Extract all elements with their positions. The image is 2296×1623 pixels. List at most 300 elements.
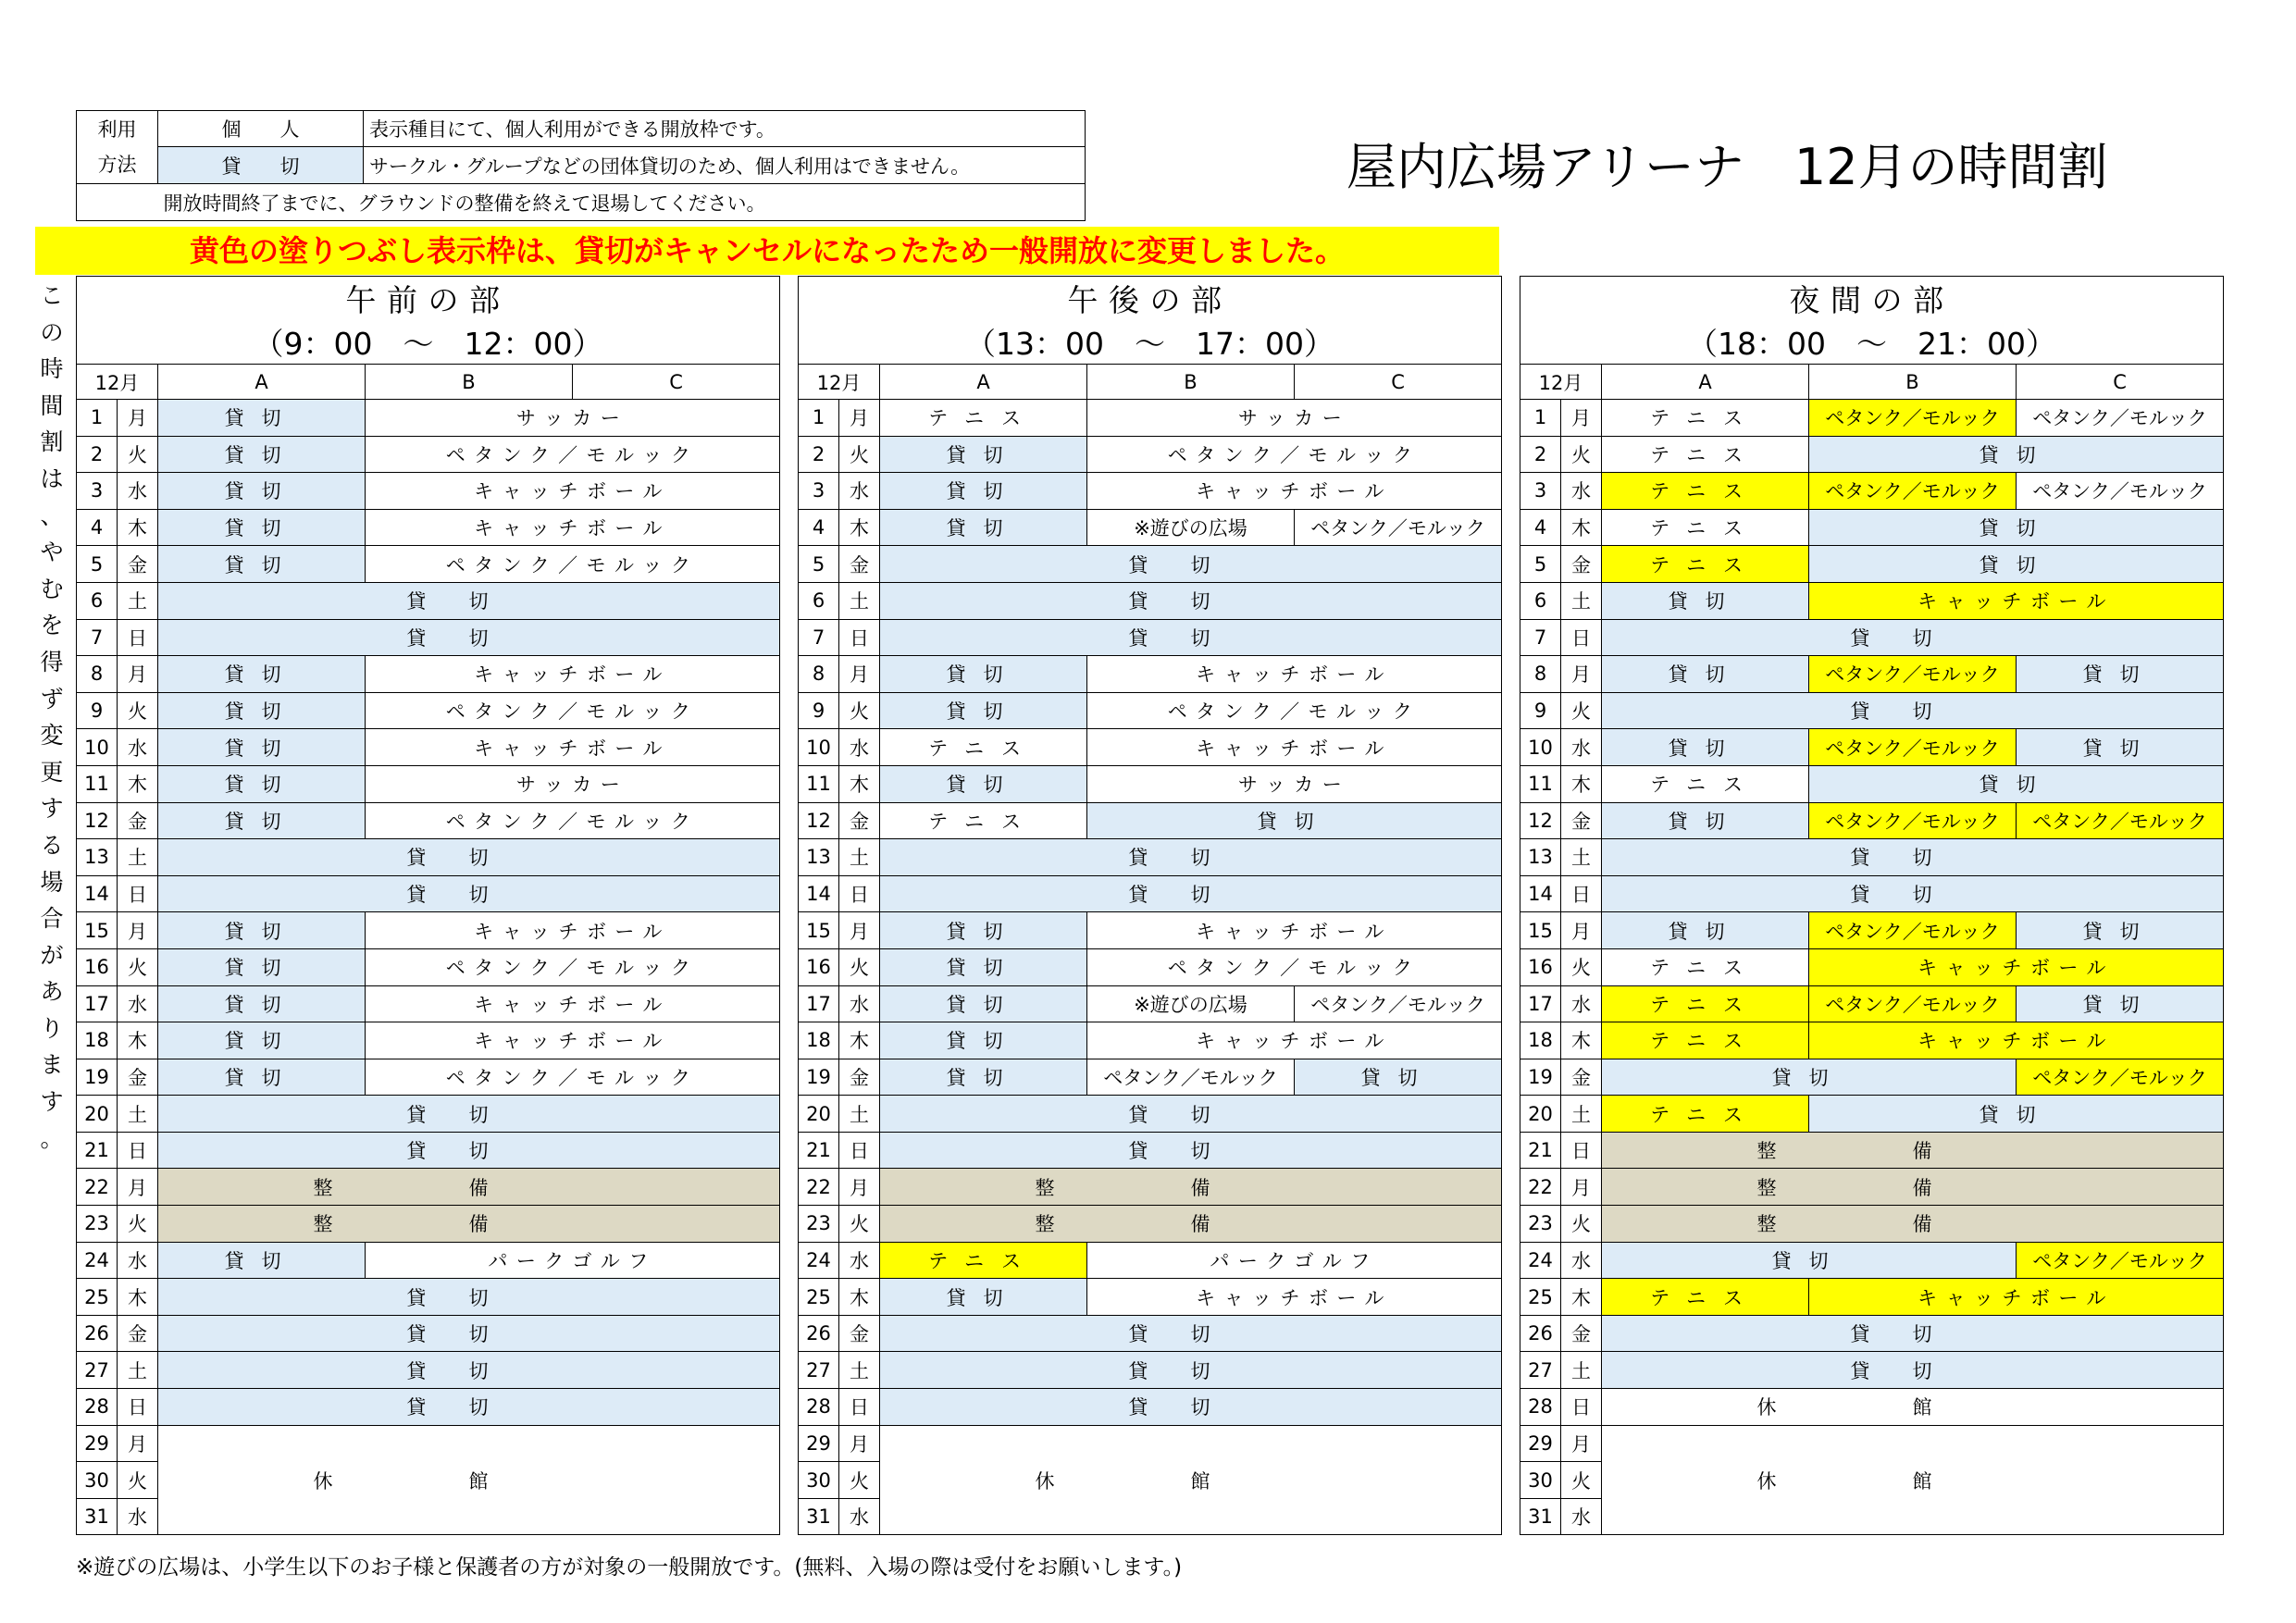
weekday: 月 <box>839 400 880 437</box>
weekday: 木 <box>839 509 880 546</box>
schedule-cell: ペタンク／モルック <box>1087 1059 1295 1096</box>
weekday: 火 <box>839 1206 880 1243</box>
schedule-cell: 貸切 <box>158 912 366 949</box>
table-row <box>1520 802 2224 839</box>
closed-cell: 休館 <box>880 1425 1502 1535</box>
schedule-afternoon <box>798 276 1502 1535</box>
day-number: 20 <box>77 1096 118 1133</box>
day-number: 28 <box>77 1389 118 1426</box>
schedule-cell: 貸切 <box>880 839 1502 876</box>
schedule-cell: 貸切 <box>158 582 780 619</box>
schedule-cell: キャッチボール <box>366 985 780 1022</box>
day-number: 4 <box>799 509 839 546</box>
weekday: 金 <box>118 1315 158 1352</box>
day-number: 29 <box>1520 1425 1561 1462</box>
schedule-cell: ※遊びの広場 <box>1087 985 1295 1022</box>
schedule-cell: ペタンク／モルック <box>2017 802 2224 839</box>
weekday: 日 <box>839 1389 880 1426</box>
table-row <box>1520 1242 2224 1279</box>
schedule-cell: 貸切 <box>158 985 366 1022</box>
weekday: 土 <box>839 839 880 876</box>
table-row <box>1520 1425 2224 1462</box>
schedule-cell: 貸切 <box>2017 912 2224 949</box>
weekday: 日 <box>1561 1389 1602 1426</box>
weekday: 木 <box>1561 765 1602 802</box>
table-row <box>77 436 780 473</box>
weekday: 金 <box>1561 1315 1602 1352</box>
day-number: 11 <box>1520 765 1561 802</box>
weekday: 土 <box>839 1352 880 1389</box>
day-number: 9 <box>1520 692 1561 729</box>
day-number: 19 <box>77 1059 118 1096</box>
schedule-cell: テニス <box>1602 509 1809 546</box>
weekday: 水 <box>118 729 158 766</box>
day-number: 6 <box>799 582 839 619</box>
schedule-cell: 貸切 <box>158 400 366 437</box>
table-row <box>799 1279 1502 1316</box>
legend-kojin-desc: 表示種目にて、個人利用ができる開放枠です。 <box>364 111 1086 147</box>
weekday: 土 <box>118 1352 158 1389</box>
table-row <box>799 473 1502 510</box>
day-number: 6 <box>1520 582 1561 619</box>
schedule-cell: 貸切 <box>1295 1059 1502 1096</box>
section-name: 午前の部 <box>77 277 780 321</box>
schedule-cell: ペタンク／モルック <box>1087 692 1502 729</box>
weekday: 火 <box>1561 436 1602 473</box>
schedule-cell: キャッチボール <box>366 729 780 766</box>
schedule-cell: ペタンク／モルック <box>1809 985 2017 1022</box>
table-row <box>1520 436 2224 473</box>
weekday: 火 <box>1561 948 1602 985</box>
weekday: 日 <box>839 1132 880 1169</box>
schedule-cell: キャッチボール <box>366 912 780 949</box>
day-number: 23 <box>799 1206 839 1243</box>
table-row <box>77 1206 780 1243</box>
day-number: 8 <box>77 656 118 693</box>
weekday: 土 <box>1561 582 1602 619</box>
day-number: 27 <box>1520 1352 1561 1389</box>
day-number: 20 <box>799 1096 839 1133</box>
weekday: 日 <box>839 875 880 912</box>
weekday: 土 <box>1561 1096 1602 1133</box>
weekday: 月 <box>839 656 880 693</box>
weekday: 月 <box>118 400 158 437</box>
weekday: 金 <box>1561 546 1602 583</box>
weekday: 水 <box>118 1498 158 1535</box>
table-row <box>1520 948 2224 985</box>
day-number: 14 <box>77 875 118 912</box>
schedule-cell: 貸切 <box>1602 1059 2017 1096</box>
schedule-cell: テニス <box>1602 473 1809 510</box>
footnote: ※遊びの広場は、小学生以下のお子様と保護者の方が対象の一般開放です。(無料、入場の際は受付をお願いします。) <box>76 1555 1183 1580</box>
court-header: B <box>1087 365 1295 400</box>
legend-kojin-label: 個 人 <box>158 111 364 147</box>
schedule-cell: 貸切 <box>158 1059 366 1096</box>
schedule-cell: サッカー <box>366 765 780 802</box>
weekday: 火 <box>839 1462 880 1499</box>
day-number: 25 <box>1520 1279 1561 1316</box>
table-row <box>799 656 1502 693</box>
schedule-cell: 貸切 <box>158 1022 366 1059</box>
schedule-cell: テニス <box>1602 400 1809 437</box>
schedule-cell: ペタンク／モルック <box>366 948 780 985</box>
legend-label: 利用 方法 <box>77 111 158 184</box>
table-row <box>1520 692 2224 729</box>
day-number: 26 <box>799 1315 839 1352</box>
schedule-cell: ペタンク／モルック <box>2017 1059 2224 1096</box>
weekday: 日 <box>1561 1132 1602 1169</box>
schedule-cell: ペタンク／モルック <box>1809 729 2017 766</box>
day-number: 11 <box>77 765 118 802</box>
weekday: 火 <box>839 436 880 473</box>
schedule-cell: キャッチボール <box>1087 473 1502 510</box>
schedule-cell: ペタンク／モルック <box>366 546 780 583</box>
day-number: 30 <box>77 1462 118 1499</box>
weekday: 水 <box>118 473 158 510</box>
table-row <box>1520 875 2224 912</box>
day-number: 2 <box>799 436 839 473</box>
table-row <box>799 509 1502 546</box>
day-number: 27 <box>799 1352 839 1389</box>
weekday: 水 <box>839 985 880 1022</box>
schedule-cell: 貸切 <box>880 875 1502 912</box>
day-number: 15 <box>1520 912 1561 949</box>
schedule-morning <box>76 276 780 1535</box>
schedule-cell: 貸切 <box>880 1315 1502 1352</box>
schedule-cell: ペタンク／モルック <box>366 1059 780 1096</box>
weekday: 水 <box>1561 1498 1602 1535</box>
day-number: 31 <box>77 1498 118 1535</box>
schedule-cell: テニス <box>1602 765 1809 802</box>
table-row <box>799 875 1502 912</box>
table-row <box>799 912 1502 949</box>
schedule-cell: 貸切 <box>158 1315 780 1352</box>
schedule-cell: 整備 <box>158 1169 780 1206</box>
day-number: 17 <box>77 985 118 1022</box>
table-row <box>1520 582 2224 619</box>
weekday: 土 <box>1561 1352 1602 1389</box>
day-number: 15 <box>799 912 839 949</box>
schedule-cell: 貸切 <box>158 692 366 729</box>
schedule-cell: 貸切 <box>2017 656 2224 693</box>
weekday: 木 <box>839 1022 880 1059</box>
schedule-cell: 貸切 <box>158 765 366 802</box>
table-row <box>799 802 1502 839</box>
weekday: 月 <box>1561 912 1602 949</box>
weekday: 日 <box>118 1132 158 1169</box>
schedule-cell: 貸切 <box>880 912 1087 949</box>
schedule-cell: 貸切 <box>158 802 366 839</box>
day-number: 2 <box>77 436 118 473</box>
schedule-cell: 整備 <box>1602 1169 2224 1206</box>
schedule-cell: 貸切 <box>1087 802 1502 839</box>
day-number: 30 <box>799 1462 839 1499</box>
schedule-cell: 貸切 <box>1602 875 2224 912</box>
schedule-cell: 貸切 <box>158 948 366 985</box>
schedule-cell: 貸切 <box>1602 729 1809 766</box>
schedule-cell: ペタンク／モルック <box>1809 656 2017 693</box>
table-row <box>1520 765 2224 802</box>
schedule-cell: 貸切 <box>2017 729 2224 766</box>
schedule-cell: 整備 <box>880 1169 1502 1206</box>
weekday: 月 <box>839 912 880 949</box>
section-time: （18：00 ～ 21：00） <box>1520 320 2224 365</box>
table-row <box>1520 1352 2224 1389</box>
day-number: 26 <box>1520 1315 1561 1352</box>
weekday: 日 <box>1561 875 1602 912</box>
schedule-cell: 貸切 <box>2017 985 2224 1022</box>
schedule-cell: 貸切 <box>880 1022 1087 1059</box>
month-header: 12月 <box>799 365 880 400</box>
table-row <box>799 1206 1502 1243</box>
day-number: 4 <box>1520 509 1561 546</box>
schedule-cell: 貸切 <box>1602 1242 2017 1279</box>
day-number: 14 <box>799 875 839 912</box>
schedule-cell: パークゴルフ <box>1087 1242 1502 1279</box>
day-number: 6 <box>77 582 118 619</box>
schedule-cell: 貸切 <box>158 1096 780 1133</box>
table-row <box>1520 400 2224 437</box>
schedule-cell: キャッチボール <box>1087 656 1502 693</box>
court-header: B <box>1809 365 2017 400</box>
day-number: 11 <box>799 765 839 802</box>
day-number: 23 <box>1520 1206 1561 1243</box>
day-number: 12 <box>77 802 118 839</box>
schedule-cell: 貸切 <box>158 1352 780 1389</box>
table-row <box>77 509 780 546</box>
month-header: 12月 <box>77 365 158 400</box>
schedule-cell: 貸切 <box>880 656 1087 693</box>
weekday: 土 <box>1561 839 1602 876</box>
schedule-cell: 貸切 <box>880 985 1087 1022</box>
weekday: 金 <box>839 1059 880 1096</box>
schedule-cell: ペタンク／モルック <box>1087 436 1502 473</box>
section-name: 午後の部 <box>799 277 1502 321</box>
schedule-cell: テニス <box>880 400 1087 437</box>
table-row <box>799 1022 1502 1059</box>
table-row <box>77 1242 780 1279</box>
day-number: 22 <box>77 1169 118 1206</box>
day-number: 1 <box>1520 400 1561 437</box>
schedule-cell: 貸切 <box>1809 546 2224 583</box>
table-row <box>77 473 780 510</box>
table-row <box>1520 985 2224 1022</box>
weekday: 木 <box>1561 1279 1602 1316</box>
schedule-cell: 貸切 <box>1602 912 1809 949</box>
weekday: 月 <box>118 912 158 949</box>
table-row <box>1520 1279 2224 1316</box>
table-row <box>1520 1096 2224 1133</box>
day-number: 10 <box>77 729 118 766</box>
table-row <box>1520 839 2224 876</box>
weekday: 水 <box>1561 1242 1602 1279</box>
schedule-cell: 貸切 <box>158 509 366 546</box>
schedule-cell: 貸切 <box>880 509 1087 546</box>
schedule-cell: ペタンク／モルック <box>1809 473 2017 510</box>
day-number: 24 <box>77 1242 118 1279</box>
day-number: 5 <box>799 546 839 583</box>
weekday: 水 <box>839 1498 880 1535</box>
schedule-cell: 貸切 <box>158 729 366 766</box>
usage-legend <box>76 110 1086 221</box>
schedule-cell: 整備 <box>880 1206 1502 1243</box>
table-row <box>799 1315 1502 1352</box>
table-row <box>77 729 780 766</box>
schedule-cell: 貸切 <box>880 1059 1087 1096</box>
schedule-cell: 貸切 <box>158 656 366 693</box>
schedule-cell: 貸切 <box>880 436 1087 473</box>
day-number: 12 <box>1520 802 1561 839</box>
weekday: 火 <box>839 948 880 985</box>
table-row <box>799 400 1502 437</box>
weekday: 火 <box>839 692 880 729</box>
table-row <box>799 582 1502 619</box>
schedule-cell: テニス <box>1602 985 1809 1022</box>
schedule-cell: 貸切 <box>880 1096 1502 1133</box>
table-row <box>1520 473 2224 510</box>
schedule-cell: ペタンク／モルック <box>2017 473 2224 510</box>
day-number: 21 <box>799 1132 839 1169</box>
day-number: 18 <box>799 1022 839 1059</box>
weekday: 日 <box>118 1389 158 1426</box>
table-row <box>77 912 780 949</box>
schedule-cell: テニス <box>1602 546 1809 583</box>
schedule-cell: キャッチボール <box>1809 1279 2224 1316</box>
day-number: 24 <box>799 1242 839 1279</box>
weekday: 土 <box>839 582 880 619</box>
table-row <box>77 546 780 583</box>
day-number: 7 <box>77 619 118 656</box>
schedule-cell: 貸切 <box>880 619 1502 656</box>
schedule-cell: キャッチボール <box>1087 912 1502 949</box>
table-row <box>799 1132 1502 1169</box>
weekday: 金 <box>118 1059 158 1096</box>
schedule-cell: キャッチボール <box>366 656 780 693</box>
day-number: 16 <box>77 948 118 985</box>
schedule-cell: ペタンク／モルック <box>1295 509 1502 546</box>
weekday: 日 <box>118 875 158 912</box>
weekday: 水 <box>839 1242 880 1279</box>
day-number: 19 <box>799 1059 839 1096</box>
schedule-cell: ペタンク／モルック <box>2017 1242 2224 1279</box>
weekday: 土 <box>839 1096 880 1133</box>
table-row <box>77 765 780 802</box>
weekday: 水 <box>1561 985 1602 1022</box>
weekday: 月 <box>118 1425 158 1462</box>
weekday: 月 <box>1561 1425 1602 1462</box>
table-row <box>77 1352 780 1389</box>
table-row <box>799 1059 1502 1096</box>
schedule-cell: 貸切 <box>1809 765 2224 802</box>
weekday: 水 <box>118 1242 158 1279</box>
legend-kashikiri-label: 貸 切 <box>158 147 364 184</box>
table-row <box>1520 656 2224 693</box>
weekday: 金 <box>118 546 158 583</box>
weekday: 月 <box>118 1169 158 1206</box>
weekday: 木 <box>1561 1022 1602 1059</box>
table-row <box>1520 1169 2224 1206</box>
table-row <box>77 1059 780 1096</box>
day-number: 5 <box>1520 546 1561 583</box>
weekday: 月 <box>839 1169 880 1206</box>
schedule-cell: 貸切 <box>1602 1315 2224 1352</box>
court-header: C <box>573 365 780 400</box>
table-row <box>1520 1206 2224 1243</box>
table-row <box>77 692 780 729</box>
table-row <box>799 1389 1502 1426</box>
weekday: 木 <box>118 1022 158 1059</box>
weekday: 水 <box>839 473 880 510</box>
schedule-cell: テニス <box>1602 1022 1809 1059</box>
schedule-cell: ※遊びの広場 <box>1087 509 1295 546</box>
schedule-cell: 貸切 <box>880 582 1502 619</box>
weekday: 火 <box>118 436 158 473</box>
day-number: 4 <box>77 509 118 546</box>
table-row <box>1520 1315 2224 1352</box>
table-row <box>799 1169 1502 1206</box>
schedule-cell: 貸切 <box>880 1389 1502 1426</box>
weekday: 月 <box>118 656 158 693</box>
weekday: 水 <box>1561 729 1602 766</box>
schedule-cell: 休館 <box>1602 1389 2224 1426</box>
schedule-night <box>1520 276 2224 1535</box>
schedule-cell: ペタンク／モルック <box>1809 912 2017 949</box>
closed-cell: 休館 <box>158 1425 780 1535</box>
day-number: 25 <box>799 1279 839 1316</box>
table-row <box>1520 1389 2224 1426</box>
table-row <box>1520 546 2224 583</box>
table-row <box>77 802 780 839</box>
schedule-cell: 貸切 <box>880 1279 1087 1316</box>
schedule-cell: 貸切 <box>1602 582 1809 619</box>
schedule-cell: ペタンク／モルック <box>1087 948 1502 985</box>
schedule-cell: キャッチボール <box>1087 1022 1502 1059</box>
schedule-cell: 貸切 <box>158 1242 366 1279</box>
weekday: 木 <box>118 1279 158 1316</box>
legend-kashikiri-desc: サークル・グループなどの団体貸切のため、個人利用はできません。 <box>364 147 1086 184</box>
day-number: 30 <box>1520 1462 1561 1499</box>
day-number: 21 <box>1520 1132 1561 1169</box>
day-number: 3 <box>1520 473 1561 510</box>
table-row <box>77 1425 780 1462</box>
schedule-cell: 整備 <box>1602 1132 2224 1169</box>
schedule-cell: テニス <box>880 729 1087 766</box>
day-number: 17 <box>1520 985 1561 1022</box>
weekday: 土 <box>118 839 158 876</box>
table-row <box>799 546 1502 583</box>
schedule-cell: ペタンク／モルック <box>366 692 780 729</box>
schedule-cell: 貸切 <box>880 1132 1502 1169</box>
table-row <box>77 1389 780 1426</box>
day-number: 21 <box>77 1132 118 1169</box>
schedule-cell: テニス <box>1602 436 1809 473</box>
section-time: （13：00 ～ 17：00） <box>799 320 1502 365</box>
weekday: 火 <box>118 1206 158 1243</box>
schedule-cell: 貸切 <box>158 1279 780 1316</box>
table-row <box>799 436 1502 473</box>
weekday: 火 <box>1561 1206 1602 1243</box>
day-number: 1 <box>77 400 118 437</box>
schedule-cell: テニス <box>1602 1096 1809 1133</box>
day-number: 22 <box>799 1169 839 1206</box>
section-name: 夜間の部 <box>1520 277 2224 321</box>
schedule-cell: 貸切 <box>1602 802 1809 839</box>
day-number: 28 <box>799 1389 839 1426</box>
schedule-cell: キャッチボール <box>1087 729 1502 766</box>
day-number: 9 <box>77 692 118 729</box>
table-row <box>77 839 780 876</box>
weekday: 木 <box>839 1279 880 1316</box>
